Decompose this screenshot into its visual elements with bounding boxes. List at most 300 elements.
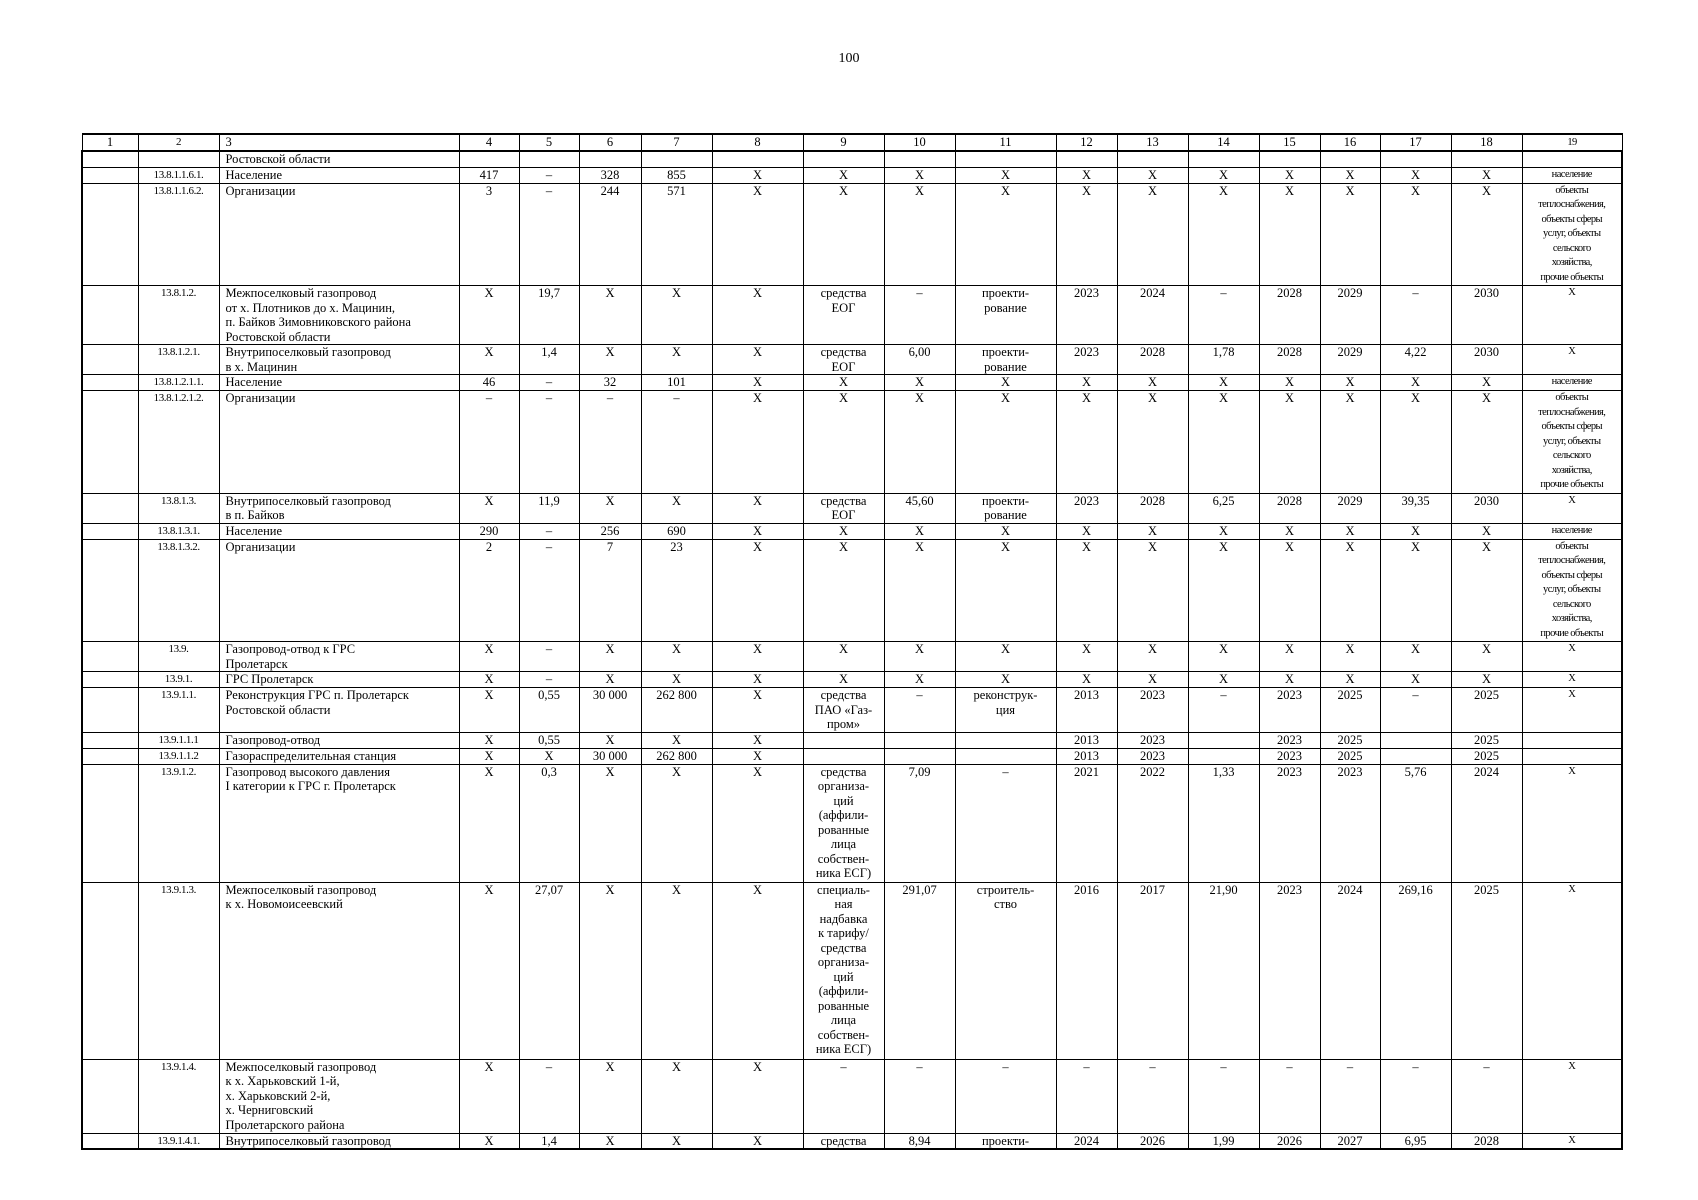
table-cell (955, 732, 1056, 748)
table-cell: 2023 (1117, 688, 1188, 733)
table-cell: 1,4 (519, 345, 579, 375)
table-cell (803, 151, 884, 167)
header-cell: 8 (712, 134, 803, 151)
table-cell: 2022 (1117, 764, 1188, 882)
table-cell: 2025 (1320, 732, 1380, 748)
table-cell: X (884, 642, 955, 672)
table-cell (1522, 151, 1622, 167)
header-cell: 16 (1320, 134, 1380, 151)
header-cell: 13 (1117, 134, 1188, 151)
table-cell: 2023 (1259, 882, 1320, 1059)
table-cell: 2023 (1056, 493, 1117, 523)
table-cell (1522, 748, 1622, 764)
table-cell: 2028 (1259, 493, 1320, 523)
table-cell: X (712, 1133, 803, 1149)
header-cell: 12 (1056, 134, 1117, 151)
table-cell: 13.8.1.1.6.1. (138, 167, 219, 183)
table-cell: 8,94 (884, 1133, 955, 1149)
header-row (82, 134, 1622, 151)
table-cell (884, 732, 955, 748)
table-cell: Организации (219, 539, 459, 642)
table-cell: X (712, 523, 803, 539)
table-cell: население (1522, 375, 1622, 391)
table-cell: 101 (641, 375, 712, 391)
table-cell: – (955, 764, 1056, 882)
table-cell: X (712, 732, 803, 748)
table-cell: 1,4 (519, 1133, 579, 1149)
table-cell: – (519, 391, 579, 494)
table-cell (519, 151, 579, 167)
table-cell: X (1380, 391, 1451, 494)
table-cell (955, 748, 1056, 764)
header-cell: 9 (803, 134, 884, 151)
table-cell (884, 151, 955, 167)
table-cell: 2029 (1320, 286, 1380, 345)
table-cell: X (712, 286, 803, 345)
table-cell (82, 391, 138, 494)
table-cell: 2025 (1451, 688, 1522, 733)
table-cell (955, 151, 1056, 167)
table-cell: X (712, 375, 803, 391)
table-cell: X (803, 183, 884, 286)
table-cell: – (884, 688, 955, 733)
table-cell (803, 732, 884, 748)
table-cell: X (1451, 167, 1522, 183)
table-row (82, 167, 1622, 183)
table-cell: средства ЕОГ (803, 345, 884, 375)
table-cell: X (579, 672, 641, 688)
table-cell: 291,07 (884, 882, 955, 1059)
table-cell: население (1522, 167, 1622, 183)
table-cell (82, 882, 138, 1059)
table-cell (641, 151, 712, 167)
table-cell: 1,78 (1188, 345, 1259, 375)
table-cell (82, 764, 138, 882)
table-row (82, 882, 1622, 1059)
table-cell: X (955, 539, 1056, 642)
table-cell: X (884, 183, 955, 286)
table-cell: средства ЕОГ (803, 493, 884, 523)
table-cell: X (1522, 672, 1622, 688)
table-cell: X (1259, 672, 1320, 688)
table-cell: 6,25 (1188, 493, 1259, 523)
table-cell: X (955, 672, 1056, 688)
table-cell: X (1117, 672, 1188, 688)
table-cell: 2029 (1320, 493, 1380, 523)
table-cell (82, 688, 138, 733)
table-cell: X (1522, 764, 1622, 882)
table-cell (803, 748, 884, 764)
table-cell: 2030 (1451, 286, 1522, 345)
table-cell: Ростовской области (219, 151, 459, 167)
table-cell: X (1320, 672, 1380, 688)
table-cell: 19,7 (519, 286, 579, 345)
table-cell: объекты теплоснабжения, объекты сферы услуг, объекты сельского хозяйства, прочие объекты (1522, 183, 1622, 286)
table-cell: X (884, 539, 955, 642)
table-cell: 244 (579, 183, 641, 286)
table-cell: X (579, 882, 641, 1059)
table-cell: X (1522, 642, 1622, 672)
table-cell: X (1320, 523, 1380, 539)
table-cell: специаль- ная надбавка к тарифу/ средства организа- ций (аффили- рованные лица собствен- ника ЕСГ) (803, 882, 884, 1059)
table-cell (82, 1059, 138, 1133)
table-row (82, 493, 1622, 523)
table-cell (82, 493, 138, 523)
table-cell: 0,55 (519, 688, 579, 733)
table-cell: 269,16 (1380, 882, 1451, 1059)
table-cell: X (803, 672, 884, 688)
header-cell: 2 (138, 134, 219, 151)
table-cell: X (459, 672, 519, 688)
table-cell: 7 (579, 539, 641, 642)
table-cell: 13.9.1.1.1 (138, 732, 219, 748)
table-cell: – (1188, 688, 1259, 733)
table-row (82, 1133, 1622, 1149)
table-cell (579, 151, 641, 167)
header-cell: 19 (1522, 134, 1622, 151)
table-cell: X (1259, 391, 1320, 494)
table-cell (1451, 151, 1522, 167)
table-cell: 13.8.1.1.6.2. (138, 183, 219, 286)
header-cell: 10 (884, 134, 955, 151)
table-cell: X (1117, 642, 1188, 672)
table-cell: X (803, 375, 884, 391)
table-cell: 290 (459, 523, 519, 539)
table-cell: X (1451, 642, 1522, 672)
table-cell: X (1320, 375, 1380, 391)
table-cell: X (1056, 375, 1117, 391)
table-cell: X (884, 391, 955, 494)
table-cell: 2023 (1259, 748, 1320, 764)
table-cell: X (579, 642, 641, 672)
table-cell: – (1451, 1059, 1522, 1133)
table-cell: X (1188, 523, 1259, 539)
table-cell (138, 151, 219, 167)
table-cell: X (459, 688, 519, 733)
table-cell: X (884, 523, 955, 539)
table-cell: 13.9.1.3. (138, 882, 219, 1059)
table-cell: X (641, 672, 712, 688)
table-cell: 2028 (1259, 286, 1320, 345)
table-cell (82, 732, 138, 748)
table-cell: 2028 (1117, 493, 1188, 523)
table-cell: X (1380, 167, 1451, 183)
table-cell: X (712, 764, 803, 882)
table-row (82, 183, 1622, 286)
table-cell (82, 539, 138, 642)
table-cell: X (803, 642, 884, 672)
table-cell: 2028 (1117, 345, 1188, 375)
table-cell: X (712, 748, 803, 764)
table-cell: Межпоселковый газопровод к х. Новомоисеевский (219, 882, 459, 1059)
table-cell: X (884, 167, 955, 183)
table-cell: 46 (459, 375, 519, 391)
table-cell: X (641, 345, 712, 375)
table-cell: X (1259, 183, 1320, 286)
table-cell: X (641, 732, 712, 748)
table-cell: 13.9. (138, 642, 219, 672)
table-cell: Газораспределительная станция (219, 748, 459, 764)
table-cell: 2017 (1117, 882, 1188, 1059)
table-cell: Газопровод-отвод (219, 732, 459, 748)
table-cell: X (459, 1133, 519, 1149)
table-cell: X (1259, 167, 1320, 183)
table-cell: проекти- рование (955, 493, 1056, 523)
table-cell: Организации (219, 183, 459, 286)
table-cell: X (1320, 539, 1380, 642)
table-cell: X (641, 1133, 712, 1149)
table-cell: X (1320, 642, 1380, 672)
table-cell (82, 748, 138, 764)
table-cell: – (1188, 1059, 1259, 1133)
table-cell: X (884, 672, 955, 688)
table-cell: X (1117, 523, 1188, 539)
table-cell: – (519, 375, 579, 391)
table-cell: – (641, 391, 712, 494)
table-cell: X (712, 391, 803, 494)
table-cell: 328 (579, 167, 641, 183)
table-cell: Газопровод-отвод к ГРС Пролетарск (219, 642, 459, 672)
table-cell (82, 183, 138, 286)
header-cell: 1 (82, 134, 138, 151)
table-cell (82, 375, 138, 391)
table-cell: X (1259, 642, 1320, 672)
table-cell: – (519, 1059, 579, 1133)
table-cell: X (803, 167, 884, 183)
table-cell: 0,55 (519, 732, 579, 748)
table-cell: X (955, 375, 1056, 391)
header-cell: 11 (955, 134, 1056, 151)
table-cell: X (1380, 642, 1451, 672)
table-cell: X (579, 345, 641, 375)
table-cell (1259, 151, 1320, 167)
table-cell: X (459, 345, 519, 375)
table-cell: 2025 (1451, 882, 1522, 1059)
table-cell: 13.9.1.4. (138, 1059, 219, 1133)
table-cell: средства ПАО «Газ- пром» (803, 688, 884, 733)
table-cell: X (1056, 167, 1117, 183)
table-row (82, 345, 1622, 375)
table-cell: 39,35 (1380, 493, 1451, 523)
table-cell: X (579, 1059, 641, 1133)
table-cell: X (1522, 688, 1622, 733)
table-cell: X (1188, 183, 1259, 286)
table-cell: 2 (459, 539, 519, 642)
table-cell: X (1259, 539, 1320, 642)
data-table (81, 133, 1623, 1150)
table-cell: X (1117, 375, 1188, 391)
table-cell: средства ЕОГ (803, 286, 884, 345)
table-cell: X (579, 732, 641, 748)
table-cell: 2025 (1451, 732, 1522, 748)
table-cell (1380, 732, 1451, 748)
table-cell: Межпоселковый газопровод от х. Плотников до х. Мацинин, п. Байков Зимовниковского района Ростовской области (219, 286, 459, 345)
table-cell: 2025 (1451, 748, 1522, 764)
table-cell: 2024 (1117, 286, 1188, 345)
table-cell (1320, 151, 1380, 167)
table-cell: X (1188, 167, 1259, 183)
table-cell: 2023 (1259, 764, 1320, 882)
table-cell: X (1380, 523, 1451, 539)
table-cell: – (1380, 286, 1451, 345)
table-cell: – (519, 672, 579, 688)
table-cell: X (1380, 183, 1451, 286)
table-cell: ГРС Пролетарск (219, 672, 459, 688)
table-cell: 2013 (1056, 732, 1117, 748)
table-cell: X (955, 642, 1056, 672)
table-cell: X (1056, 183, 1117, 286)
table-cell: X (459, 1059, 519, 1133)
table-cell: 262 800 (641, 688, 712, 733)
table-cell: – (1380, 688, 1451, 733)
table-cell: X (1522, 493, 1622, 523)
table-cell: X (1522, 1059, 1622, 1133)
table-cell: 571 (641, 183, 712, 286)
table-cell: X (1056, 672, 1117, 688)
table-cell: X (1188, 375, 1259, 391)
table-cell: X (1522, 1133, 1622, 1149)
table-cell: 2023 (1259, 688, 1320, 733)
table-cell (82, 523, 138, 539)
table-cell: X (803, 391, 884, 494)
table-cell: 2026 (1259, 1133, 1320, 1149)
table-cell: X (459, 493, 519, 523)
table-cell: 30 000 (579, 748, 641, 764)
table-cell: – (519, 642, 579, 672)
table-cell (82, 642, 138, 672)
table-cell: Внутрипоселковый газопровод в х. Мацинин (219, 345, 459, 375)
table-cell: X (803, 539, 884, 642)
table-cell: 2013 (1056, 688, 1117, 733)
table-cell: X (459, 642, 519, 672)
table-cell: 13.8.1.2. (138, 286, 219, 345)
table-cell: 2021 (1056, 764, 1117, 882)
table-cell: 23 (641, 539, 712, 642)
table-row (82, 391, 1622, 494)
table-cell: 6,95 (1380, 1133, 1451, 1149)
table-cell: 256 (579, 523, 641, 539)
table-cell: X (955, 183, 1056, 286)
table-cell: 13.9.1.1. (138, 688, 219, 733)
table-cell: 6,00 (884, 345, 955, 375)
table-cell: X (712, 345, 803, 375)
table-cell: 3 (459, 183, 519, 286)
table-row (82, 539, 1622, 642)
table-cell: 45,60 (884, 493, 955, 523)
table-cell: 2013 (1056, 748, 1117, 764)
table-cell: Население (219, 167, 459, 183)
table-cell (712, 151, 803, 167)
header-cell: 7 (641, 134, 712, 151)
table-cell: X (1380, 539, 1451, 642)
table-cell: X (712, 167, 803, 183)
table-cell: – (519, 539, 579, 642)
table-cell: X (459, 286, 519, 345)
table-cell: 2016 (1056, 882, 1117, 1059)
table-cell: проекти- рование (955, 286, 1056, 345)
table-cell: X (1451, 523, 1522, 539)
table-cell: X (1259, 375, 1320, 391)
table-cell: 2027 (1320, 1133, 1380, 1149)
table-cell (459, 151, 519, 167)
table-cell: 2023 (1056, 345, 1117, 375)
table-row (82, 1059, 1622, 1133)
table-cell: – (459, 391, 519, 494)
table-cell: X (1117, 391, 1188, 494)
table-cell (1188, 732, 1259, 748)
table-cell: – (884, 286, 955, 345)
table-cell: X (955, 391, 1056, 494)
table-row (82, 748, 1622, 764)
table-cell: X (712, 493, 803, 523)
table-row (82, 375, 1622, 391)
table-cell: X (712, 1059, 803, 1133)
table-cell: X (1522, 286, 1622, 345)
table-cell: X (641, 882, 712, 1059)
table-cell: – (803, 1059, 884, 1133)
table-cell: 13.8.1.2.1. (138, 345, 219, 375)
table-cell: 1,33 (1188, 764, 1259, 882)
table-cell: X (1056, 539, 1117, 642)
table-cell: X (1320, 391, 1380, 494)
table-cell: 2028 (1451, 1133, 1522, 1149)
table-cell: – (1117, 1059, 1188, 1133)
table-cell: X (579, 286, 641, 345)
table-cell: проекти- (955, 1133, 1056, 1149)
table-cell: X (519, 748, 579, 764)
table-cell: X (459, 882, 519, 1059)
table-cell: проекти- рование (955, 345, 1056, 375)
table-cell: X (955, 167, 1056, 183)
table-cell: 2023 (1117, 748, 1188, 764)
table-cell: X (579, 493, 641, 523)
table-cell: X (1117, 539, 1188, 642)
table-cell: – (519, 167, 579, 183)
table-cell: 2028 (1259, 345, 1320, 375)
table-cell (82, 345, 138, 375)
table-cell: X (1056, 642, 1117, 672)
table-cell: 2025 (1320, 688, 1380, 733)
table-cell: X (641, 642, 712, 672)
table-cell: X (1451, 391, 1522, 494)
table-cell: объекты теплоснабжения, объекты сферы услуг, объекты сельского хозяйства, прочие объекты (1522, 391, 1622, 494)
table-cell: X (1188, 539, 1259, 642)
table-cell: 262 800 (641, 748, 712, 764)
table-cell: 2023 (1320, 764, 1380, 882)
table-cell: 13.8.1.3.1. (138, 523, 219, 539)
table-cell: 30 000 (579, 688, 641, 733)
table-cell: 11,9 (519, 493, 579, 523)
table-cell: X (641, 764, 712, 882)
table-row (82, 286, 1622, 345)
table-body (82, 134, 1622, 1149)
table-row (82, 151, 1622, 167)
table-cell: X (459, 732, 519, 748)
table-cell: средства организа- ций (аффили- рованные лица собствен- ника ЕСГ) (803, 764, 884, 882)
table-cell: 13.8.1.2.1.1. (138, 375, 219, 391)
table-cell: 13.9.1.2. (138, 764, 219, 882)
page-number: 100 (838, 51, 860, 66)
table-cell (1380, 748, 1451, 764)
table-cell: 855 (641, 167, 712, 183)
table-cell: 5,76 (1380, 764, 1451, 882)
table-cell: Реконструкция ГРС п. Пролетарск Ростовской области (219, 688, 459, 733)
table-cell: – (579, 391, 641, 494)
table-cell (82, 1133, 138, 1149)
table-cell: 7,09 (884, 764, 955, 882)
table-cell: X (1522, 882, 1622, 1059)
table-cell (82, 167, 138, 183)
